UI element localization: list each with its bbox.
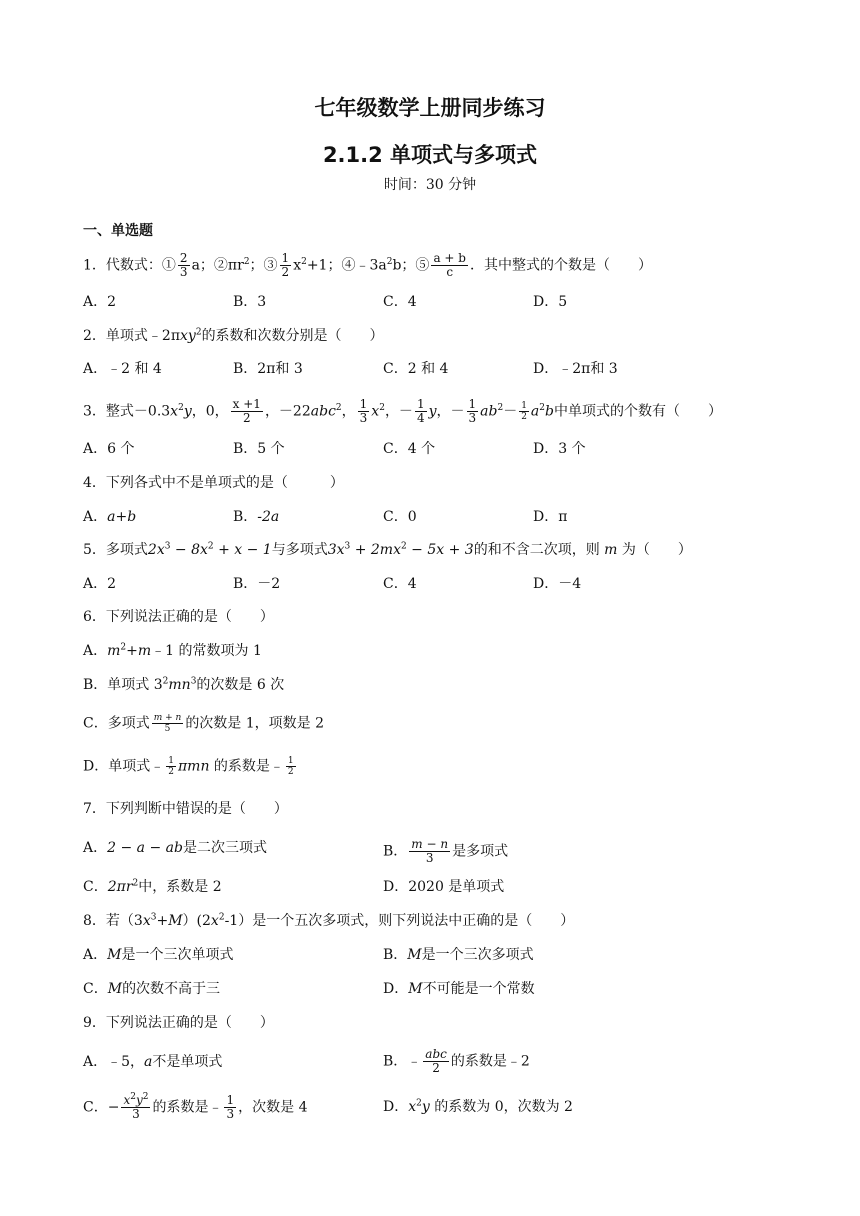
q6-d-num: 1 <box>168 756 174 766</box>
time-limit: 时间：30 分钟 <box>383 177 477 193</box>
q7-a-expr: 2 − a − ab <box>107 840 183 856</box>
q6-option-a[interactable] <box>83 641 262 661</box>
q3-var: y <box>183 403 192 420</box>
q9-var: y <box>421 1099 430 1115</box>
q3-text: ，－22 <box>264 403 311 420</box>
q5-sup: 2 <box>207 541 214 552</box>
q3-sup: 2 <box>379 402 385 413</box>
q1-fraction-3 <box>431 252 468 279</box>
q3-text: 3．整式－0.3 <box>83 403 171 420</box>
q1-text: x <box>293 257 302 274</box>
q6-c-label: C．多项式 <box>83 715 150 732</box>
q3-option-b[interactable]: B．5 个 <box>233 441 285 457</box>
question-5 <box>83 540 692 560</box>
q5-expr: + x − 1 <box>213 542 272 558</box>
q6-text: 的系数是﹣ <box>209 758 284 775</box>
q5-expr: − 5x + 3 <box>406 542 474 558</box>
q3-text: ，－ <box>384 403 413 420</box>
q8-b-label: B． <box>383 947 408 963</box>
q5-text: 为（ ） <box>617 542 692 558</box>
q6-option-c[interactable] <box>83 713 324 734</box>
q9-text: 的系数是﹣2 <box>450 1053 530 1070</box>
q1-text: 1．代数式：① <box>83 257 176 274</box>
q9-c-den: 3 <box>132 1107 140 1121</box>
q5-var: m <box>604 542 618 558</box>
q9-b-num: abc <box>425 1047 447 1061</box>
q6-d-den: 2 <box>287 767 294 777</box>
question-7: 7．下列判断中错误的是（ ） <box>83 801 288 817</box>
q3-f1-den: 2 <box>242 411 251 425</box>
question-6: 6．下列说法正确的是（ ） <box>83 609 274 625</box>
q1-text: +1；④﹣3a <box>306 257 387 274</box>
q9-option-c[interactable] <box>83 1094 307 1121</box>
q6-text: ﹣1 的常数项为 1 <box>151 643 262 659</box>
q6-d-num: 1 <box>287 756 294 766</box>
q8-text: -1）是一个五次多项式，则下列说法中正确的是（ ） <box>224 913 575 929</box>
q9-c-den: 3 <box>226 1107 235 1121</box>
q1-text: ．其中整式的个数是（ ） <box>469 257 652 274</box>
q9-c-fraction-2 <box>224 1094 236 1121</box>
q9-text: 不是单项式 <box>152 1054 223 1070</box>
question-2 <box>83 326 384 346</box>
q8-text: 8．若（3 <box>83 913 143 929</box>
q8-text: + <box>156 913 169 929</box>
q1-f3-num: a + b <box>433 251 466 265</box>
q3-f1-num: x +1 <box>232 397 261 411</box>
q3-fraction-3 <box>415 398 427 425</box>
q6-c-fraction <box>152 713 184 734</box>
q9-text: 的系数为 0，次数为 2 <box>429 1099 573 1115</box>
q9-text: 的系数是﹣ <box>152 1099 223 1116</box>
q6-var: m <box>107 643 121 659</box>
q3-fraction-4 <box>467 398 479 425</box>
q3-f2-den: 3 <box>359 411 368 425</box>
q3-fraction-2 <box>358 398 370 425</box>
q1-text: a；②πr <box>191 257 244 274</box>
q6-text: 的次数是 1，项数是 2 <box>185 715 325 732</box>
q9-c-label: C．− <box>83 1099 120 1116</box>
q2-text: 的系数和次数分别是（ ） <box>201 328 384 344</box>
q6-var: mn <box>168 677 191 693</box>
q9-var: a <box>144 1054 153 1070</box>
q1-f2-num: 1 <box>281 251 290 265</box>
q9-option-b[interactable] <box>383 1048 530 1075</box>
q3-var: x <box>170 403 179 420</box>
q7-c-expr: 2πr <box>107 879 133 895</box>
q3-sup: 2 <box>335 402 342 413</box>
q6-c-num: m + n <box>153 713 182 723</box>
q7-option-a[interactable] <box>83 838 267 858</box>
q8-var: x <box>142 913 151 929</box>
q3-text: － <box>503 403 518 420</box>
q7-b-num: m − n <box>411 837 449 851</box>
q7-text: 是二次三项式 <box>182 840 267 856</box>
q9-var: y <box>135 1093 143 1107</box>
q8-option-d[interactable] <box>383 979 535 999</box>
q9-c-fraction-1 <box>121 1094 150 1121</box>
q3-var: b <box>545 403 554 420</box>
q4-a-expr: a+b <box>107 509 137 525</box>
q7-b-den: 3 <box>425 851 434 865</box>
q1-text: ；③ <box>249 257 278 274</box>
q6-text: + <box>126 643 138 659</box>
q7-c-label: C． <box>83 879 108 895</box>
question-9: 9．下列说法正确的是（ ） <box>83 1015 274 1031</box>
q3-f3-den: 4 <box>416 411 425 425</box>
q2-var: xy <box>180 328 196 344</box>
q9-option-d[interactable] <box>383 1097 573 1117</box>
q5-sup: 2 <box>400 541 407 552</box>
q8-option-c[interactable] <box>83 979 220 999</box>
q6-text: 的次数是 6 次 <box>196 677 285 693</box>
q9-c-num: 1 <box>226 1093 235 1107</box>
q3-text: 中单项式的个数有（ ） <box>553 403 722 420</box>
q9-b-label: B．﹣ <box>383 1053 422 1070</box>
worksheet-title: 七年级数学上册同步练习 <box>314 96 546 120</box>
q1-fraction-1 <box>178 252 190 279</box>
q4-option-c[interactable]: C．0 <box>383 509 417 525</box>
q8-text: ）(2 <box>182 913 211 929</box>
q7-a-label: A． <box>83 840 108 856</box>
q1-option-b[interactable]: B．3 <box>233 294 267 310</box>
question-8 <box>83 911 574 931</box>
q1-f1-den: 3 <box>179 265 188 279</box>
q3-option-a[interactable]: A．6 个 <box>83 441 135 457</box>
q9-sup: 2 <box>142 1092 149 1102</box>
q5-option-d[interactable]: D．－4 <box>533 576 582 592</box>
q8-text: 的次数不高于三 <box>122 981 221 997</box>
q4-b-label: B． <box>233 509 258 525</box>
q3-f5-num: 1 <box>521 401 527 411</box>
q9-a-label: A．﹣5， <box>83 1054 145 1070</box>
q8-sup: 2 <box>218 912 225 923</box>
q3-f4-den: 3 <box>468 411 477 425</box>
q1-f3-den: c <box>446 265 454 279</box>
q9-option-a[interactable] <box>83 1052 222 1072</box>
q3-var: ab <box>480 403 498 420</box>
q6-d-label: D．单项式﹣ <box>83 758 165 775</box>
q3-var: x <box>371 403 380 420</box>
q2-sup: 2 <box>195 327 202 338</box>
q9-var: x <box>408 1099 417 1115</box>
q3-text: ，－ <box>436 403 465 420</box>
q9-b-fraction <box>423 1048 449 1075</box>
q7-text: 中，系数是 2 <box>138 879 222 895</box>
q3-option-c[interactable]: C．4 个 <box>383 441 436 457</box>
q7-option-b[interactable] <box>383 838 508 865</box>
question-4: 4．下列各式中不是单项式的是（ ） <box>83 475 344 491</box>
q4-a-label: A． <box>83 509 108 525</box>
q5-expr: 2x <box>147 542 165 558</box>
q7-b-fraction <box>409 838 450 865</box>
q3-f5-den: 2 <box>521 412 527 422</box>
q6-option-b[interactable] <box>83 675 284 695</box>
q8-d-label: D． <box>383 981 409 997</box>
q3-sup: 2 <box>539 402 546 413</box>
q5-expr: + 2mx <box>350 542 401 558</box>
q3-f3-num: 1 <box>416 397 425 411</box>
q6-d-den: 2 <box>168 767 174 777</box>
question-3 <box>83 398 722 425</box>
q8-c-label: C． <box>83 981 108 997</box>
q5-option-b[interactable]: B．－2 <box>233 576 281 592</box>
q6-c-den: 5 <box>164 724 171 734</box>
q5-expr: − 8x <box>170 542 208 558</box>
q7-option-d[interactable]: D．2020 是单项式 <box>383 879 505 895</box>
q9-d-label: D． <box>383 1099 409 1115</box>
q2-option-b[interactable]: B．2π和 3 <box>233 361 303 377</box>
q3-sup: 2 <box>497 402 504 413</box>
q6-a-label: A． <box>83 643 108 659</box>
q6-var: m <box>137 643 152 659</box>
q1-f1-num: 2 <box>179 251 188 265</box>
q5-text: 的和不含二次项，则 <box>473 542 605 558</box>
q8-var: M <box>168 913 183 929</box>
q6-sup: 2 <box>162 676 169 687</box>
q5-expr: 3x <box>327 542 345 558</box>
q3-f2-num: 1 <box>359 397 368 411</box>
q4-b-expr: -2a <box>257 509 280 525</box>
q8-var: x <box>210 913 219 929</box>
q4-option-d[interactable]: D．π <box>533 509 568 525</box>
q5-text: 5．多项式 <box>83 542 148 558</box>
q1-option-a[interactable]: A．2 <box>83 294 117 310</box>
q8-var: M <box>107 981 123 997</box>
q9-sup: 2 <box>130 1092 136 1102</box>
q3-sup: 2 <box>178 402 184 413</box>
q1-text: b；⑤ <box>392 257 430 274</box>
q8-var: M <box>107 947 122 963</box>
q3-fraction-5 <box>519 401 529 422</box>
q1-sup: 2 <box>386 256 393 267</box>
q4-option-a[interactable] <box>83 507 136 527</box>
q8-text: 是一个三次单项式 <box>121 947 234 963</box>
q2-option-d[interactable]: D．﹣2π和 3 <box>533 361 618 377</box>
q5-sup: 3 <box>344 541 351 552</box>
q6-option-d[interactable] <box>83 756 298 777</box>
q1-option-c[interactable]: C．4 <box>383 294 417 310</box>
q6-sup: 2 <box>120 642 127 653</box>
q7-text: 是多项式 <box>452 843 509 860</box>
q3-fraction-1 <box>231 398 263 425</box>
lesson-subtitle: 2.1.2 单项式与多项式 <box>322 143 538 167</box>
q3-text: ， <box>341 403 356 420</box>
q2-option-a[interactable]: A．﹣2 和 4 <box>83 361 162 377</box>
q4-option-b[interactable] <box>233 507 279 527</box>
q1-sup: 2 <box>243 256 250 267</box>
q6-d-fraction-2 <box>286 756 296 777</box>
q3-option-d[interactable]: D．3 个 <box>533 441 586 457</box>
q8-option-b[interactable] <box>383 945 534 965</box>
q7-sup: 2 <box>132 878 139 889</box>
q8-var: M <box>408 981 423 997</box>
q8-a-label: A． <box>83 947 108 963</box>
q5-text: 与多项式 <box>271 542 328 558</box>
q5-option-c[interactable]: C．4 <box>383 576 417 592</box>
q8-sup: 3 <box>150 912 157 923</box>
q1-f2-den: 2 <box>281 265 290 279</box>
q5-sup: 3 <box>164 541 171 552</box>
q1-fraction-2 <box>280 252 292 279</box>
q8-var: M <box>407 947 422 963</box>
q8-text: 不可能是一个常数 <box>422 981 535 997</box>
q6-b-label: B．单项式 3 <box>83 677 163 693</box>
q3-var: y <box>428 403 437 420</box>
q5-option-a[interactable]: A．2 <box>83 576 117 592</box>
question-1 <box>83 252 652 279</box>
q1-sup: 2 <box>301 256 307 267</box>
q7-option-c[interactable] <box>83 877 222 897</box>
q9-text: ，次数是 4 <box>238 1099 308 1116</box>
q1-option-d[interactable]: D．5 <box>533 294 568 310</box>
q8-option-a[interactable] <box>83 945 233 965</box>
q6-d-fraction-1 <box>166 756 176 777</box>
q9-b-den: 2 <box>432 1061 440 1075</box>
section-heading: 一、单选题 <box>83 223 153 239</box>
q9-sup: 2 <box>416 1098 422 1109</box>
q9-var: x <box>123 1093 131 1107</box>
q3-var: abc <box>310 403 336 420</box>
q2-option-c[interactable]: C．2 和 4 <box>383 361 449 377</box>
q8-text: 是一个三次多项式 <box>421 947 534 963</box>
q2-text: 2．单项式﹣2π <box>83 328 181 344</box>
q3-text: ，0， <box>191 403 229 420</box>
q3-var: a <box>530 403 540 420</box>
q9-c-num <box>121 1094 150 1108</box>
q6-var: πmn <box>177 758 210 775</box>
q7-b-label: B． <box>383 843 408 860</box>
q3-f4-num: 1 <box>468 397 477 411</box>
q6-sup: 3 <box>190 676 197 687</box>
